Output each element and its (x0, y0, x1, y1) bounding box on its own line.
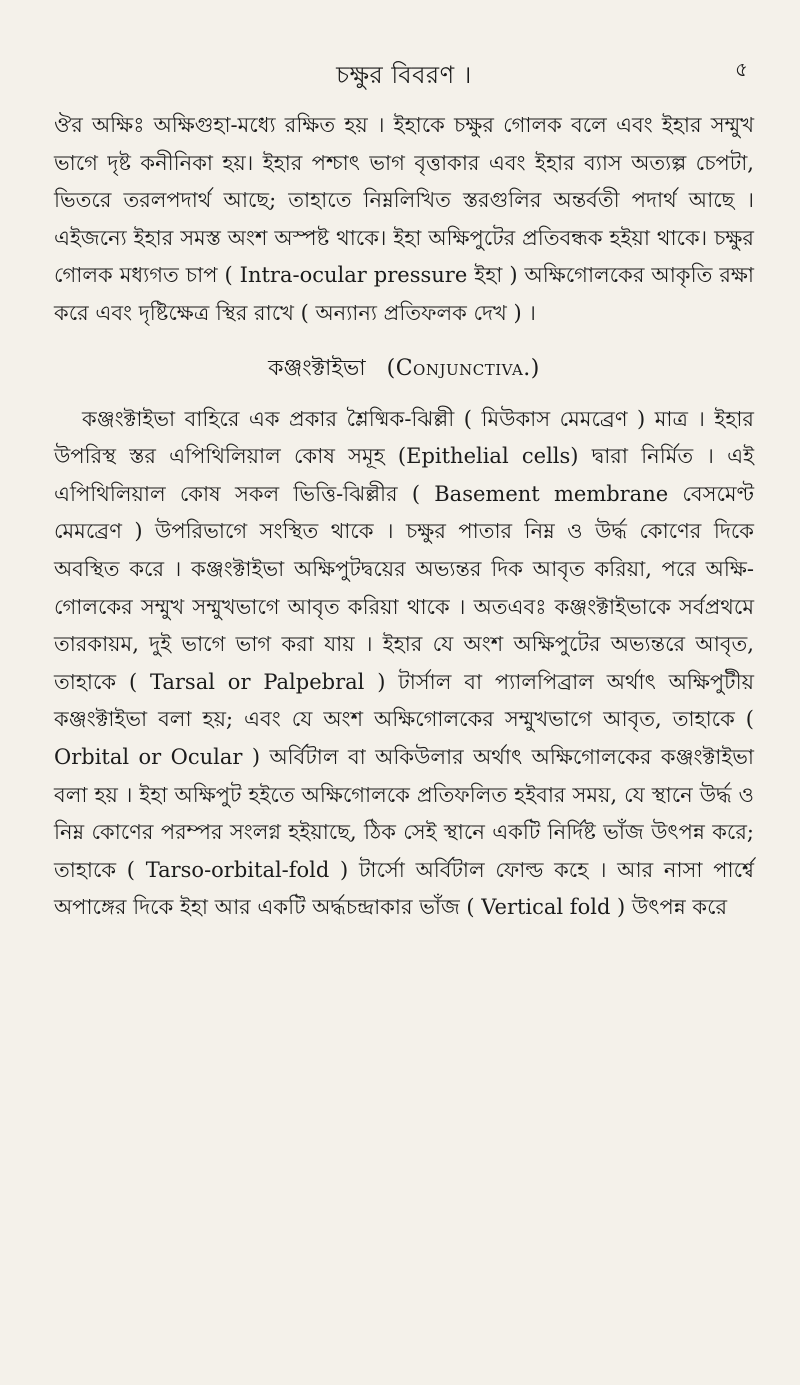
section-heading-conjunctiva (54, 351, 754, 387)
document-page (54, 55, 754, 927)
paragraph-intraocular-pressure: ঔর অক্ষিঃ অক্ষিগুহা-মধ্যে রক্ষিত হয় । ইহাকে চক্ষুর গোলক বলে এবং ইহার সম্মুখ ভাগে দৃষ্ট কনীনিকা হয়। ইহার পশ্চাৎ ভাগ বৃত্তাকার এবং ইহার ব্যাস অত্যল্প চেপটা, ভিতরে তরলপদার্থ আছে; তাহাতে নিম্নলিখিত স্তরগুলির অন্তর্বতী পদার্থ আছে । এইজন্যে ইহার সমস্ত অংশ অস্পষ্ট থাকে। ইহা অক্ষিপুটের প্রতিবন্ধক হইয়া থাকে। চক্ষুর গোলক মধ্যগত চাপ ( Intra-ocular pressure ইহা ) অক্ষিগোলকের আকৃতি রক্ষা করে এবং দৃষ্টিক্ষেত্র স্থির রাখে ( অন্যান্য প্রতিফলক দেখ ) । (54, 113, 754, 325)
section-heading-english: (Conjunctiva.) (386, 355, 540, 381)
section-heading-bengali: কঞ্জংক্টাইভা (268, 355, 366, 381)
running-head (54, 55, 754, 95)
page-number: ৫ (735, 57, 748, 81)
running-title: চক্ষুর বিবরণ । (336, 61, 472, 89)
paragraph-conjunctiva-description: কঞ্জংক্টাইভা বাহিরে এক প্রকার শ্লৈষ্মিক-ঝিল্লী ( মিউকাস মেমব্রেণ ) মাত্র । ইহার উপরিস্থ স্তর এপিথিলিয়াল কোষ সমূহ (Epithelial cells) দ্বারা নির্মিত । এই এপিথিলিয়াল কোষ সকল ভিত্তি-ঝিল্লীর ( Basement membrane বেসমেণ্ট মেমব্রেণ ) উপরিভাগে সংস্থিত থাকে । চক্ষুর পাতার নিম্ন ও উর্দ্ধ কোণের দিকে অবস্থিত করে । কঞ্জংক্টাইভা অক্ষিপুটদ্বয়ের অভ্যন্তর দিক আবৃত করিয়া, পরে অক্ষি-গোলকের সম্মুখ সম্মুখভাগে আবৃত করিয়া থাকে । অতএবঃ কঞ্জংক্টাইভাকে সর্বপ্রথমে তারকায়ম, দুই ভাগে ভাগ করা যায় । ইহার যে অংশ অক্ষিপুটের অভ্যন্তরে আবৃত, তাহাকে ( Tarsal or Palpebral ) টার্সাল বা প্যালপিব্রাল অর্থাৎ অক্ষিপুটীয় কঞ্জংক্টাইভা বলা হয়; এবং যে অংশ অক্ষিগোলকের সম্মুখভাগে আবৃত, তাহাকে ( Orbital or Ocular ) অর্বিটাল বা অকিউলার অর্থাৎ অক্ষিগোলকের কঞ্জংক্টাইভা বলা হয় । ইহা অক্ষিপুট হইতে অক্ষিগোলকে প্রতিফলিত হইবার সময়, যে স্থানে উর্দ্ধ ও নিম্ন কোণের পরম্পর সংলগ্ন হইয়াছে, ঠিক সেই স্থানে একটি নির্দিষ্ট ভাঁজ উৎপন্ন করে; তাহাকে ( Tarso-orbital-fold ) টার্সো অর্বিটাল ফোল্ড কহে । আর নাসা পার্শ্বে অপাঙ্গের দিকে ইহা আর একটি অর্দ্ধচন্দ্রাকার ভাঁজ ( Vertical fold ) উৎপন্ন করে (54, 406, 754, 920)
